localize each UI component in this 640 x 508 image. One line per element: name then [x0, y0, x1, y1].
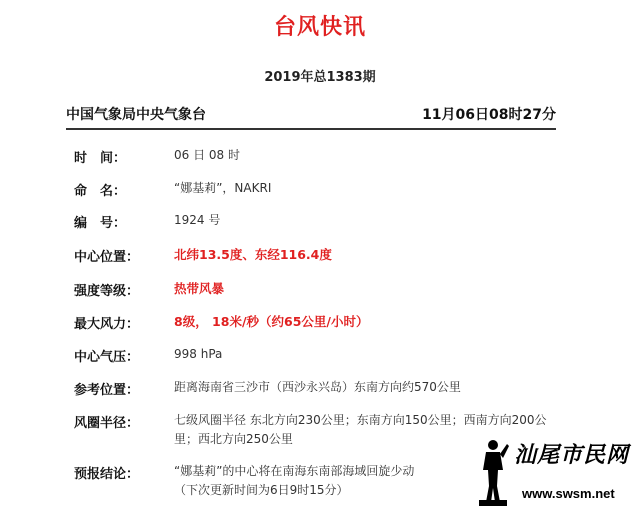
forecast-line-2: （下次更新时间为6日9时15分）	[174, 483, 349, 497]
field-label-name: 命 名：	[74, 184, 127, 199]
site-watermark	[476, 436, 640, 508]
statue-figure-icon	[476, 436, 510, 506]
bulletin-title: 台风快讯	[273, 15, 366, 40]
field-label-intensity: 强度等级：	[74, 284, 140, 299]
site-logo-text: 汕尾市民网	[514, 442, 630, 468]
forecast-line-1: “娜基莉”的中心将在南海东南部海域回旋少动	[174, 464, 415, 478]
field-label-reference-position: 参考位置：	[74, 383, 140, 398]
field-value-wind-radius: 七级风圈半径 东北方向230公里；东南方向150公里；西南方向200公里；西北方向250公里	[174, 413, 547, 446]
issuer-name: 中国气象局中央气象台	[66, 107, 206, 123]
field-value-max-wind: 8级， 18米/秒（约65公里/小时）	[174, 314, 369, 329]
field-label-number: 编 号：	[74, 216, 127, 231]
field-value-name: “娜基莉”，NAKRI	[174, 181, 272, 195]
field-value-pressure: 998 hPa	[174, 347, 223, 361]
issue-number: 2019年总1383期	[264, 70, 376, 85]
field-value-number: 1924 号	[174, 213, 221, 227]
field-label-max-wind: 最大风力：	[74, 317, 140, 332]
field-value-time: 06 日 08 时	[174, 148, 240, 162]
field-label-time: 时 间：	[74, 151, 127, 166]
field-value-reference-position: 距离海南省三沙市（西沙永兴岛）东南方向约570公里	[174, 380, 461, 394]
field-value-center-position: 北纬13.5度、东经116.4度	[174, 247, 332, 262]
field-label-wind-radius: 风圈半径：	[74, 416, 140, 431]
issue-timestamp: 11月06日08时27分	[422, 107, 556, 123]
field-label-pressure: 中心气压：	[74, 350, 140, 365]
field-label-forecast: 预报结论：	[74, 467, 140, 482]
field-label-center-position: 中心位置：	[74, 250, 140, 265]
field-value-intensity: 热带风暴	[174, 281, 225, 296]
site-url: www.swsm.net	[522, 486, 615, 501]
